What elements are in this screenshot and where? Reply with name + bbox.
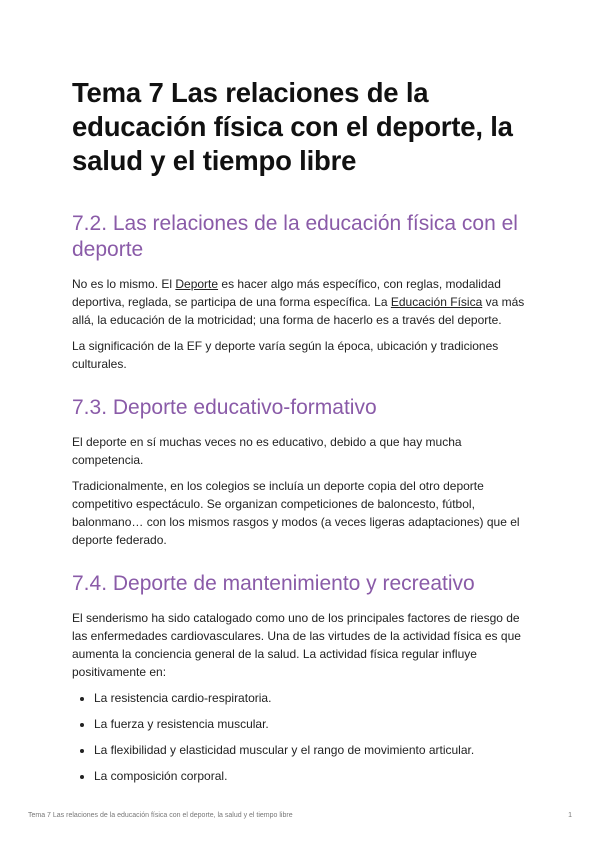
- document-page: [72, 76, 532, 807]
- paragraph: [72, 275, 532, 329]
- text-run: No es lo mismo. El: [72, 277, 176, 291]
- paragraph: El deporte en sí muchas veces no es educativo, debido a que hay mucha competencia.: [72, 435, 462, 467]
- footer-title: Tema 7 Las relaciones de la educación física con el deporte, la salud y el tiempo libre: [28, 812, 293, 819]
- section-7-3: [72, 395, 532, 549]
- list-item: • La resistencia cardio-respiratoria.: [94, 689, 532, 707]
- list-item: • La fuerza y resistencia muscular.: [94, 715, 532, 733]
- document-title: Tema 7 Las relaciones de la educación física con el deporte, la salud y el tiempo libre: [72, 77, 513, 176]
- list-item: • La flexibilidad y elasticidad muscular y el rango de movimiento articular.: [94, 741, 532, 759]
- paragraph: Tradicionalmente, en los colegios se incluía un deporte copia del otro deporte competitivo espectáculo. Se organizan competiciones de baloncesto, fútbol, balonmano… con los mismos rasgos y modos (a veces ligeras adaptaciones) que el deporte federado.: [72, 479, 520, 547]
- section-heading: 7.3. Deporte educativo-formativo: [72, 396, 377, 419]
- page-number: 1: [568, 812, 572, 819]
- benefits-list: [72, 689, 532, 785]
- educacion-fisica-link[interactable]: Educación Física: [390, 295, 483, 309]
- paragraph: La significación de la EF y deporte varía según la época, ubicación y tradiciones culturales.: [72, 339, 499, 371]
- section-7-2: [72, 211, 532, 373]
- text-run: va más allá, la educación de la motricidad; una forma de hacerlo es a través del deporte.: [72, 295, 525, 327]
- section-heading: 7.4. Deporte de mantenimiento y recreativo: [72, 572, 475, 595]
- paragraph: El senderismo ha sido catalogado como uno de los principales factores de riesgo de las enfermedades cardiovasculares. Una de las virtudes de la actividad física es que aumenta la conciencia general de la salud. La actividad física regular influye positivamente en:: [72, 611, 521, 679]
- page-footer: [28, 812, 572, 819]
- section-heading: 7.2. Las relaciones de la educación física con el deporte: [72, 212, 518, 261]
- deporte-link[interactable]: Deporte: [175, 277, 219, 291]
- list-item: • La composición corporal.: [94, 767, 532, 785]
- text-run: es hacer algo más específico, con reglas, modalidad deportiva, reglada, se participa de una forma específica. La: [72, 277, 501, 309]
- section-7-4: [72, 571, 532, 785]
